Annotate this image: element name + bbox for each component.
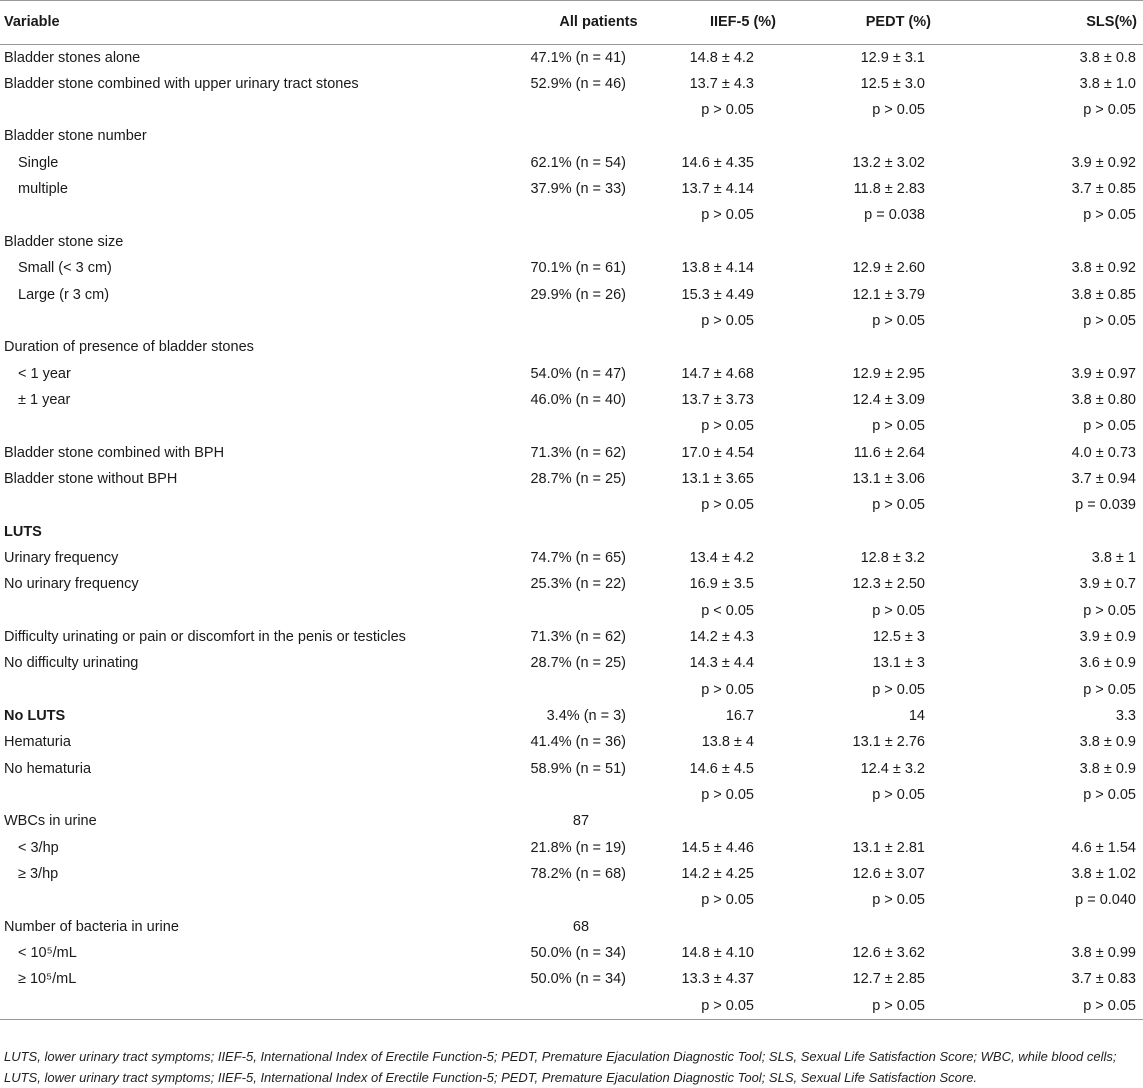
pedt-cell: p > 0.05 — [872, 681, 925, 698]
variable-cell: Urinary frequency — [4, 549, 119, 566]
table-row — [0, 45, 1143, 71]
iief5-cell — [656, 519, 806, 545]
sls-cell — [971, 334, 1143, 360]
iief5-cell: 14.8 ± 4.10 — [681, 945, 754, 962]
pedt-cell: 12.7 ± 2.85 — [852, 971, 925, 988]
table-body — [0, 45, 1143, 1020]
iief5-cell: 14.7 ± 4.68 — [681, 365, 754, 382]
all-patients-cell — [506, 888, 656, 914]
variable-cell — [0, 888, 506, 914]
pedt-cell: 12.9 ± 3.1 — [860, 49, 925, 66]
table-row — [0, 650, 1143, 676]
sls-cell: 3.9 ± 0.97 — [1071, 365, 1136, 382]
all-patients-cell: 71.3% (n = 62) — [530, 628, 626, 645]
variable-cell — [0, 203, 506, 229]
pedt-cell: p = 0.038 — [864, 207, 925, 224]
pedt-cell: 12.9 ± 2.95 — [852, 365, 925, 382]
pedt-cell: 12.9 ± 2.60 — [852, 260, 925, 277]
table-row — [0, 282, 1143, 308]
all-patients-cell: 62.1% (n = 54) — [530, 154, 626, 171]
sls-cell: 3.8 ± 1 — [1091, 549, 1136, 566]
pedt-cell: p > 0.05 — [806, 993, 971, 1019]
iief5-cell: 14.6 ± 4.5 — [689, 760, 754, 777]
variable-cell: Single — [18, 154, 59, 171]
table-row — [0, 466, 1143, 492]
pedt-cell: 12.1 ± 3.79 — [852, 286, 925, 303]
iief5-cell: 14.8 ± 4.2 — [689, 49, 754, 66]
all-patients-cell: 29.9% (n = 26) — [530, 286, 626, 303]
all-patients-cell: 28.7% (n = 25) — [530, 470, 626, 487]
table-row — [0, 782, 1143, 808]
sls-cell: 3.7 ± 0.94 — [1071, 470, 1136, 487]
sls-cell: p = 0.040 — [1075, 892, 1136, 909]
pedt-cell: 13.2 ± 3.02 — [852, 154, 925, 171]
variable-cell: Bladder stone number — [4, 128, 147, 145]
iief5-cell: 14.3 ± 4.4 — [689, 655, 754, 672]
iief5-cell: 13.7 ± 3.73 — [681, 391, 754, 408]
iief5-cell: 14.2 ± 4.25 — [681, 866, 754, 883]
iief5-cell: 14.6 ± 4.35 — [681, 154, 754, 171]
iief5-cell: p > 0.05 — [701, 418, 754, 435]
sls-cell: 4.6 ± 1.54 — [1071, 839, 1136, 856]
variable-cell: multiple — [18, 181, 68, 198]
variable-cell: Bladder stone combined with BPH — [4, 444, 225, 461]
sls-cell — [971, 124, 1143, 150]
pedt-cell: p > 0.05 — [872, 892, 925, 909]
all-patients-cell — [506, 97, 656, 123]
variable-cell — [0, 308, 506, 334]
all-patients-cell: 3.4% (n = 3) — [546, 708, 626, 725]
pedt-cell: 14 — [908, 708, 925, 725]
table-row — [0, 387, 1143, 413]
variable-cell: WBCs in urine — [4, 813, 97, 830]
pedt-cell: 12.6 ± 3.07 — [852, 866, 925, 883]
all-patients-cell: 52.9% (n = 46) — [530, 75, 626, 92]
header-pedt: PEDT (%) — [806, 1, 971, 45]
all-patients-cell: 28.7% (n = 25) — [530, 655, 626, 672]
pedt-cell: 13.1 ± 2.81 — [852, 839, 925, 856]
iief5-cell: p > 0.05 — [701, 312, 754, 329]
variable-cell: ≥ 3/hp — [18, 866, 59, 883]
table-row — [0, 97, 1143, 123]
variable-cell: LUTS — [4, 523, 42, 540]
all-patients-cell: 68 — [572, 918, 590, 935]
pedt-cell: 13.1 ± 3 — [872, 655, 925, 672]
all-patients-cell: 46.0% (n = 40) — [530, 391, 626, 408]
variable-cell — [0, 993, 506, 1019]
sls-cell: p > 0.05 — [1083, 787, 1136, 804]
all-patients-cell — [506, 124, 656, 150]
iief5-cell: 13.8 ± 4.14 — [681, 260, 754, 277]
iief5-cell: 15.3 ± 4.49 — [681, 286, 754, 303]
all-patients-cell — [506, 413, 656, 439]
sls-cell: 3.8 ± 0.92 — [1071, 260, 1136, 277]
table-row — [0, 967, 1143, 993]
table-row — [0, 71, 1143, 97]
variable-cell: Bladder stone without BPH — [4, 470, 178, 487]
iief5-cell: p > 0.05 — [701, 681, 754, 698]
variable-cell: Bladder stones alone — [4, 49, 141, 66]
pedt-cell: p > 0.05 — [872, 787, 925, 804]
all-patients-cell — [506, 519, 656, 545]
variable-cell — [0, 97, 506, 123]
sls-cell — [971, 808, 1143, 834]
sls-cell: 3.3 — [1115, 708, 1136, 725]
pedt-cell: p > 0.05 — [872, 102, 925, 119]
variable-cell: Bladder stone size — [4, 233, 124, 250]
iief5-cell: 13.3 ± 4.37 — [681, 971, 754, 988]
variable-cell: Small (< 3 cm) — [18, 260, 112, 277]
table-row — [0, 519, 1143, 545]
sls-cell: 3.7 ± 0.83 — [1071, 971, 1136, 988]
table-row — [0, 835, 1143, 861]
all-patients-cell: 54.0% (n = 47) — [530, 365, 626, 382]
table-row — [0, 808, 1143, 834]
all-patients-cell — [506, 993, 656, 1019]
iief5-cell: p > 0.05 — [701, 497, 754, 514]
table-row — [0, 176, 1143, 202]
all-patients-cell — [506, 229, 656, 255]
sls-cell: p = 0.039 — [1075, 497, 1136, 514]
iief5-cell — [656, 808, 806, 834]
iief5-cell — [656, 229, 806, 255]
all-patients-cell: 37.9% (n = 33) — [530, 181, 626, 198]
variable-cell: < 3/hp — [18, 839, 59, 856]
all-patients-cell: 70.1% (n = 61) — [530, 260, 626, 277]
pedt-cell — [806, 229, 971, 255]
all-patients-cell — [506, 492, 656, 518]
sls-cell: 3.8 ± 0.9 — [1079, 734, 1136, 751]
table-row — [0, 308, 1143, 334]
all-patients-cell: 21.8% (n = 19) — [530, 839, 626, 856]
sls-cell: 3.9 ± 0.7 — [1079, 576, 1136, 593]
all-patients-cell — [506, 334, 656, 360]
table-row — [0, 440, 1143, 466]
sls-cell: p > 0.05 — [1083, 207, 1136, 224]
pedt-cell: 12.5 ± 3.0 — [860, 75, 925, 92]
variable-cell — [0, 492, 506, 518]
pedt-cell: 12.4 ± 3.09 — [852, 391, 925, 408]
header-iief5: IIEF-5 (%) — [656, 1, 806, 45]
variable-cell: Large (r 3 cm) — [18, 286, 110, 303]
pedt-cell: p > 0.05 — [872, 497, 925, 514]
pedt-cell: p > 0.05 — [872, 418, 925, 435]
iief5-cell: 14.2 ± 4.3 — [689, 628, 754, 645]
variable-cell: Hematuria — [4, 734, 71, 751]
pedt-cell: 11.8 ± 2.83 — [853, 181, 925, 198]
pedt-cell: 12.6 ± 3.62 — [852, 945, 925, 962]
variable-cell: Bladder stone combined with upper urinary tract stones — [4, 75, 359, 92]
all-patients-cell — [506, 203, 656, 229]
header-row — [0, 1, 1143, 45]
table-row — [0, 229, 1143, 255]
iief5-cell: 14.5 ± 4.46 — [681, 839, 754, 856]
pedt-cell: 12.4 ± 3.2 — [860, 760, 925, 777]
table-row — [0, 413, 1143, 439]
table-row — [0, 729, 1143, 755]
all-patients-cell: 78.2% (n = 68) — [530, 866, 626, 883]
pedt-cell: 11.6 ± 2.64 — [853, 444, 925, 461]
table-row — [0, 255, 1143, 281]
iief5-cell: 13.7 ± 4.14 — [681, 181, 754, 198]
pedt-cell: 13.1 ± 3.06 — [852, 470, 925, 487]
table-row — [0, 492, 1143, 518]
variable-cell: No LUTS — [4, 708, 66, 725]
variable-cell — [0, 782, 506, 808]
pedt-cell — [806, 124, 971, 150]
table-row — [0, 861, 1143, 887]
pedt-cell: p > 0.05 — [872, 312, 925, 329]
variable-cell: No hematuria — [4, 760, 92, 777]
all-patients-cell: 50.0% (n = 34) — [530, 945, 626, 962]
sls-cell: p > 0.05 — [971, 993, 1143, 1019]
sls-cell: 3.8 ± 0.99 — [1071, 945, 1136, 962]
table-row — [0, 334, 1143, 360]
header-sls: SLS(%) — [971, 1, 1143, 45]
all-patients-cell — [506, 308, 656, 334]
iief5-cell: p > 0.05 — [701, 892, 754, 909]
iief5-cell — [656, 334, 806, 360]
iief5-cell: 13.7 ± 4.3 — [689, 75, 754, 92]
variable-cell: No difficulty urinating — [4, 655, 139, 672]
sls-cell: 3.8 ± 0.8 — [1079, 49, 1136, 66]
header-all-patients: All patients — [506, 1, 656, 45]
all-patients-cell — [506, 782, 656, 808]
variable-cell: No urinary frequency — [4, 576, 139, 593]
table-header — [0, 1, 1143, 45]
variable-cell: < 1 year — [18, 365, 71, 382]
iief5-cell — [656, 914, 806, 940]
sls-cell: p > 0.05 — [1083, 681, 1136, 698]
pedt-cell: 12.5 ± 3 — [872, 628, 925, 645]
pedt-cell: 12.3 ± 2.50 — [852, 576, 925, 593]
all-patients-cell: 87 — [572, 813, 590, 830]
pedt-cell: 13.1 ± 2.76 — [852, 734, 925, 751]
table-row — [0, 571, 1143, 597]
variable-cell: ≥ 10⁵/mL — [18, 971, 77, 988]
all-patients-cell: 47.1% (n = 41) — [530, 49, 626, 66]
all-patients-cell: 71.3% (n = 62) — [530, 444, 626, 461]
iief5-cell: 13.1 ± 3.65 — [681, 470, 754, 487]
header-variable: Variable — [0, 1, 506, 45]
iief5-cell: 16.9 ± 3.5 — [689, 576, 754, 593]
table-footnote: LUTS, lower urinary tract symptoms; IIEF-5, International Index of Erectile Function-5; PEDT, Premature Ejaculation Diagnostic Tool; SLS, Sexual Life Satisfaction Score; WBC, while blood cells; LUTS, lower urinary tract symptoms; IIEF-5, International Index of Erectile Function-5; PEDT, Premature Ejaculation Diagnostic Tool; SLS, Sexual Life Satisfaction Score. — [4, 1049, 1117, 1085]
sls-cell: 3.7 ± 0.85 — [1071, 181, 1136, 198]
sls-cell: 3.8 ± 0.80 — [1071, 391, 1136, 408]
iief5-cell: p > 0.05 — [701, 207, 754, 224]
table-row — [0, 677, 1143, 703]
iief5-cell: p > 0.05 — [701, 102, 754, 119]
sls-cell: 3.6 ± 0.9 — [1079, 655, 1136, 672]
pedt-cell: p > 0.05 — [872, 602, 925, 619]
variable-cell — [0, 598, 506, 624]
table-row — [0, 598, 1143, 624]
sls-cell: p > 0.05 — [1083, 312, 1136, 329]
sls-cell: 3.8 ± 0.9 — [1079, 760, 1136, 777]
table-row — [0, 940, 1143, 966]
all-patients-cell: 41.4% (n = 36) — [530, 734, 626, 751]
pedt-cell — [806, 334, 971, 360]
table-row — [0, 703, 1143, 729]
variable-cell: < 10⁵/mL — [18, 945, 77, 962]
variable-cell: Number of bacteria in urine — [4, 918, 179, 935]
sls-cell — [971, 914, 1143, 940]
sls-cell: 3.9 ± 0.9 — [1079, 628, 1136, 645]
table-row — [0, 361, 1143, 387]
sls-cell: 3.9 ± 0.92 — [1071, 154, 1136, 171]
sls-cell: 3.8 ± 1.0 — [1079, 75, 1136, 92]
sls-cell: 3.8 ± 0.85 — [1071, 286, 1136, 303]
table-row — [0, 888, 1143, 914]
table-row — [0, 203, 1143, 229]
iief5-cell: 13.4 ± 4.2 — [689, 549, 754, 566]
variable-cell: Difficulty urinating or pain or discomfort in the penis or testicles — [4, 628, 406, 645]
pedt-cell — [806, 914, 971, 940]
variable-cell: ± 1 year — [18, 391, 71, 408]
sls-cell: p > 0.05 — [1083, 102, 1136, 119]
table-row — [0, 150, 1143, 176]
iief5-cell: 17.0 ± 4.54 — [681, 444, 754, 461]
sls-cell: p > 0.05 — [1083, 418, 1136, 435]
table-row — [0, 993, 1143, 1019]
variable-cell — [0, 677, 506, 703]
all-patients-cell: 74.7% (n = 65) — [530, 549, 626, 566]
all-patients-cell: 58.9% (n = 51) — [530, 760, 626, 777]
iief5-cell: 13.8 ± 4 — [701, 734, 754, 751]
variable-cell: Duration of presence of bladder stones — [4, 339, 254, 356]
sls-cell — [971, 229, 1143, 255]
variable-cell — [0, 413, 506, 439]
iief5-cell: p > 0.05 — [701, 787, 754, 804]
iief5-cell: p < 0.05 — [701, 602, 754, 619]
table-row — [0, 545, 1143, 571]
sls-cell: 3.8 ± 1.02 — [1071, 866, 1136, 883]
iief5-cell: 16.7 — [725, 708, 754, 725]
table-row — [0, 756, 1143, 782]
table-row — [0, 914, 1143, 940]
all-patients-cell: 25.3% (n = 22) — [530, 576, 626, 593]
sls-cell: p > 0.05 — [1083, 602, 1136, 619]
sls-cell: 4.0 ± 0.73 — [1071, 444, 1136, 461]
iief5-cell — [656, 124, 806, 150]
sls-cell — [971, 519, 1143, 545]
all-patients-cell: 50.0% (n = 34) — [530, 971, 626, 988]
all-patients-cell — [506, 677, 656, 703]
pedt-cell — [806, 519, 971, 545]
table-row — [0, 624, 1143, 650]
pedt-cell — [806, 808, 971, 834]
iief5-cell: p > 0.05 — [656, 993, 806, 1019]
all-patients-cell — [506, 598, 656, 624]
table-row — [0, 124, 1143, 150]
pedt-cell: 12.8 ± 3.2 — [860, 549, 925, 566]
